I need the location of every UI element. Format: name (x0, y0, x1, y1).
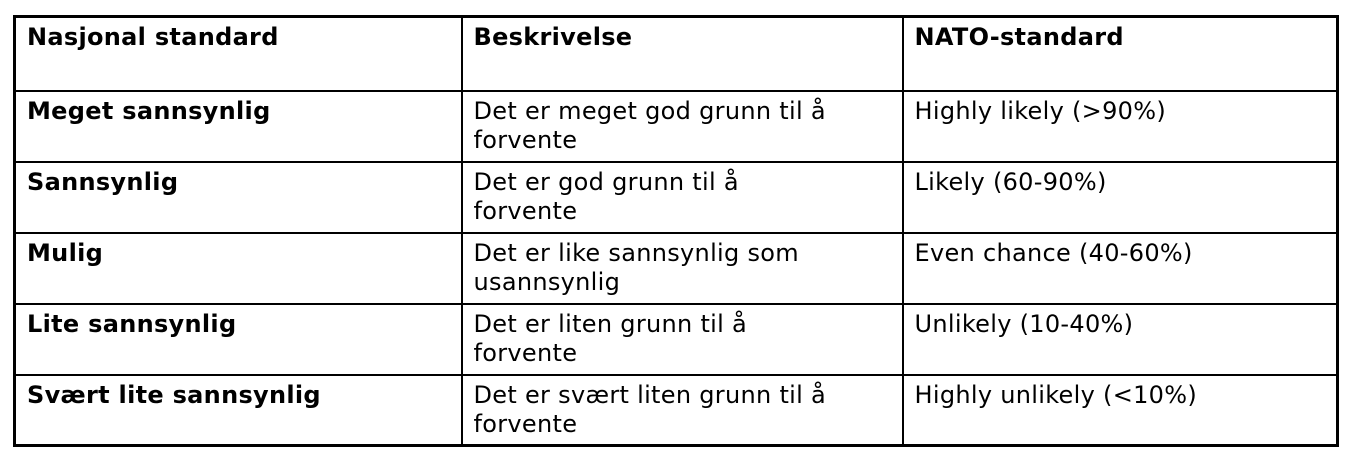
cell-beskrivelse (462, 304, 903, 375)
table-row (15, 304, 1338, 375)
cell-beskrivelse (462, 162, 903, 233)
beskrivelse-line: Det er like sannsynlig som (473, 238, 799, 267)
beskrivelse-line: forvente (473, 338, 578, 367)
column-header-nato-standard: NATO-standard (903, 17, 1338, 91)
beskrivelse-line: Det er svært liten grunn til å (473, 380, 827, 409)
beskrivelse-line: usannsynlig (473, 267, 621, 296)
table-row (15, 233, 1338, 304)
cell-nasjonal-standard: Sannsynlig (15, 162, 462, 233)
cell-nasjonal-standard: Lite sannsynlig (15, 304, 462, 375)
table-row (15, 375, 1338, 446)
beskrivelse-line: Det er god grunn til å (473, 167, 739, 196)
table-row (15, 91, 1338, 162)
beskrivelse-line: forvente (473, 196, 578, 225)
cell-nato-standard: Likely (60-90%) (903, 162, 1338, 233)
cell-nasjonal-standard: Meget sannsynlig (15, 91, 462, 162)
cell-beskrivelse (462, 233, 903, 304)
table-row (15, 162, 1338, 233)
beskrivelse-line: Det er liten grunn til å (473, 309, 748, 338)
beskrivelse-line: Det er meget god grunn til å (473, 96, 826, 125)
cell-nato-standard: Unlikely (10-40%) (903, 304, 1338, 375)
beskrivelse-line: forvente (473, 409, 578, 438)
cell-nasjonal-standard: Mulig (15, 233, 462, 304)
table-header-row (15, 17, 1338, 91)
cell-nato-standard: Highly unlikely (<10%) (903, 375, 1338, 446)
cell-nato-standard: Even chance (40-60%) (903, 233, 1338, 304)
probability-standards-table (13, 15, 1339, 447)
column-header-beskrivelse: Beskrivelse (462, 17, 903, 91)
column-header-nasjonal-standard: Nasjonal standard (15, 17, 462, 91)
beskrivelse-line: forvente (473, 125, 578, 154)
cell-nato-standard: Highly likely (>90%) (903, 91, 1338, 162)
cell-beskrivelse (462, 91, 903, 162)
cell-nasjonal-standard: Svært lite sannsynlig (15, 375, 462, 446)
cell-beskrivelse (462, 375, 903, 446)
